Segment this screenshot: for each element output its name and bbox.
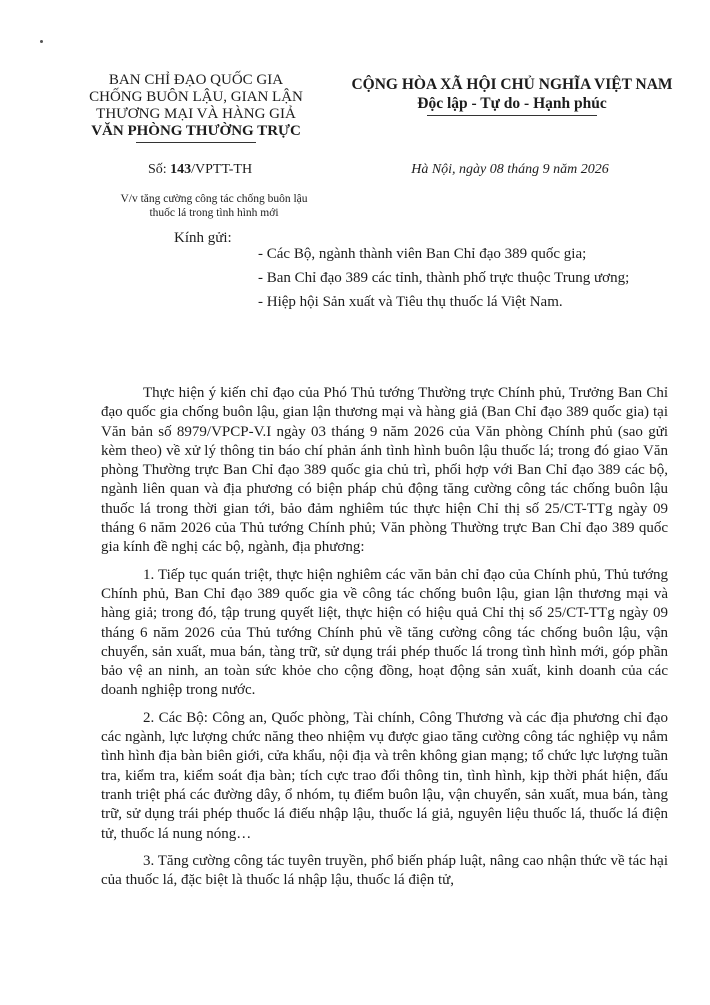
scan-speck xyxy=(40,40,43,43)
addressee-list xyxy=(258,244,688,316)
agency-line-1: BAN CHỈ ĐẠO QUỐC GIA xyxy=(108,72,284,88)
number-prefix: Số: xyxy=(147,162,171,177)
item-3-paragraph: 3. Tăng cường công tác tuyên truyền, phổ biến pháp luật, nâng cao nhận thức về tác hại của thuốc lá, đặc biệt là thuốc lá nhập lậu, thuốc lá điện tử, xyxy=(101,852,668,889)
country-name: CỘNG HÒA XÃ HỘI CHỦ NGHĨA VIỆT NAM xyxy=(351,76,673,93)
letter-body xyxy=(101,384,668,898)
intro-paragraph: Thực hiện ý kiến chỉ đạo của Phó Thủ tướng Thường trực Chính phủ, Trưởng Ban Chỉ đạo quốc gia chống buôn lậu, gian lận thương mại và hàng giả (Ban Chỉ đạo 389 quốc gia) tại Văn bản số 8979/VPCP-V.I ngày 03 tháng 9 năm 2026 của Văn phòng Chính phủ (sao gửi kèm theo) về xử lý thông tin báo chí phản ánh tình hình buôn lậu thuốc lá; trong đó giao Văn phòng Thường trực Ban Chỉ đạo 389 quốc gia chủ trì, phối hợp với Ban Chỉ đạo 389 các bộ, ngành liên quan và địa phương có biện pháp chủ động tăng cường công tác chống buôn lậu thuốc lá trong thời gian tới, bảo đảm nghiêm túc thực hiện Chỉ thị số 25/CT-TTg ngày 09 tháng 6 năm 2026 của Thủ tướng Chính phủ; Văn phòng Thường trực Ban Chỉ đạo 389 quốc gia kính đề nghị các bộ, ngành, địa phương: xyxy=(101,385,668,556)
number-suffix: /VPTT-TH xyxy=(191,162,253,177)
national-title-block xyxy=(326,75,698,116)
item-1-paragraph: 1. Tiếp tục quán triệt, thực hiện nghiêm các văn bản chỉ đạo của Chính phủ, Thủ tướng Chính phủ, Ban Chỉ đạo 389 quốc gia về công tác chống buôn lậu, gian lận thương mại và hàng giả; trong đó, tập trung quyết liệt, thực hiện có hiệu quả Chỉ thị số 25/CT-TTg ngày 09 tháng 6 năm 2026 của Thủ tướng Chính phủ về tăng cường công tác chống buôn lậu, vận chuyển, sản xuất, mua bán, tàng trữ, sử dụng trái phép thuốc lá trong tình hình mới, góp phần bảo vệ an ninh, an toàn sức khỏe cho cộng đồng, hoạt động sản xuất, kinh doanh của các doanh nghiệp trong nước. xyxy=(101,566,668,699)
agency-line-2: CHỐNG BUÔN LẬU, GIAN LẬN xyxy=(89,89,303,105)
addressee-item: - Ban Chỉ đạo 389 các tỉnh, thành phố trực thuộc Trung ương; xyxy=(258,270,630,286)
agency-underline xyxy=(136,142,256,143)
subject-line-1: V/v tăng cường công tác chống buôn lậu xyxy=(120,193,308,205)
subject-line-2: thuốc lá trong tình hình mới xyxy=(149,207,279,219)
document-number xyxy=(100,162,300,178)
place-and-date: Hà Nội, ngày 08 tháng 9 năm 2026 xyxy=(411,162,609,177)
issuing-agency-block xyxy=(80,72,312,143)
subject-summary xyxy=(84,192,344,220)
item-2-paragraph: 2. Các Bộ: Công an, Quốc phòng, Tài chính, Công Thương và các địa phương chỉ đạo các ngành, lực lượng chức năng theo nhiệm vụ được giao tăng cường công tác nghiệp vụ nắm tình hình địa bàn biên giới, cửa khẩu, nội địa và trên không gian mạng; tổ chức lực lượng tuần tra, kiểm tra, kiểm soát địa bàn; tích cực trao đổi thông tin, tình hình, kịp thời phát hiện, đấu tranh triệt phá các đường dây, ổ nhóm, tụ điểm buôn lậu, vận chuyển, sản xuất, mua bán, tàng trữ, sử dụng trái phép thuốc lá điếu nhập lậu, thuốc lá giả, nguyên liệu thuốc lá, thuốc lá điện tử, thuốc lá nung nóng… xyxy=(101,709,668,842)
number-value: 143 xyxy=(170,162,192,177)
agency-line-3: THƯƠNG MẠI VÀ HÀNG GIẢ xyxy=(96,106,296,122)
national-motto: Độc lập - Tự do - Hạnh phúc xyxy=(417,95,607,112)
agency-office: VĂN PHÒNG THƯỜNG TRỰC xyxy=(91,123,301,139)
addressee-item: - Hiệp hội Sản xuất và Tiêu thụ thuốc lá Việt Nam. xyxy=(258,294,563,310)
motto-underline xyxy=(427,115,597,116)
addressee-item: - Các Bộ, ngành thành viên Ban Chỉ đạo 389 quốc gia; xyxy=(258,246,587,262)
addressee-label: Kính gửi: xyxy=(174,230,232,246)
